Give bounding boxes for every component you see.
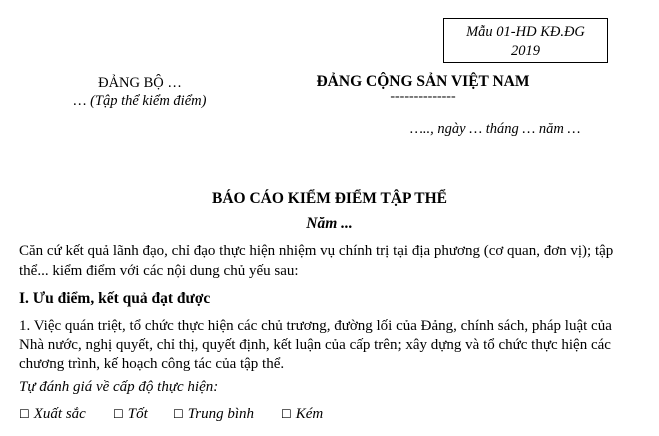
- section-1-heading: I. Ưu điểm, kết quả đạt được: [19, 290, 211, 307]
- option-label: Trung bình: [187, 406, 255, 422]
- form-code-line1: Mẫu 01-HD KĐ.ĐG: [466, 24, 585, 40]
- checkbox-icon[interactable]: ☐: [173, 407, 184, 421]
- header-divider: --------------: [390, 89, 456, 104]
- document-year: Năm ...: [306, 215, 353, 232]
- item-1-line-2: Nhà nước, nghị quyết, chỉ thị, quyết định, kết luận của cấp trên; xây dựng và tổ chức thực hiện các: [19, 337, 611, 353]
- option-average[interactable]: [173, 404, 254, 424]
- option-label: Xuất sắc: [33, 406, 86, 422]
- option-poor[interactable]: [281, 404, 323, 424]
- option-label: Kém: [295, 406, 324, 422]
- checkbox-icon[interactable]: ☐: [113, 407, 124, 421]
- item-1-line-1: 1. Việc quán triệt, tổ chức thực hiện các chủ trương, đường lối của Đảng, chính sách, pháp luật của: [19, 318, 612, 334]
- collective-name: … (Tập thể kiểm điểm): [73, 93, 207, 109]
- party-committee-name: ĐẢNG BỘ …: [98, 75, 182, 91]
- party-name: ĐẢNG CỘNG SẢN VIỆT NAM: [316, 73, 530, 90]
- left-header: [40, 74, 240, 110]
- form-code-line2: 2019: [511, 43, 540, 59]
- option-label: Tốt: [127, 406, 148, 422]
- form-code-box: [443, 18, 608, 63]
- document-title: BÁO CÁO KIỂM ĐIỂM TẬP THỂ: [212, 190, 447, 207]
- option-excellent[interactable]: [19, 404, 86, 424]
- self-evaluation-label: Tự đánh giá về cấp độ thực hiện:: [19, 379, 219, 395]
- option-good[interactable]: [113, 404, 148, 424]
- intro-line-2: thể... kiểm điểm với các nội dung chủ yếu sau:: [19, 263, 299, 279]
- intro-line-1: Căn cứ kết quả lãnh đạo, chỉ đạo thực hiện nhiệm vụ chính trị tại địa phương (cơ quan, đơn vị); tập: [19, 243, 614, 259]
- item-1-line-3: chương trình, kế hoạch công tác của tập thể.: [19, 356, 285, 372]
- checkbox-icon[interactable]: ☐: [281, 407, 292, 421]
- right-header: [288, 72, 558, 103]
- date-line: ….., ngày … tháng … năm …: [410, 121, 581, 137]
- checkbox-icon[interactable]: ☐: [19, 407, 30, 421]
